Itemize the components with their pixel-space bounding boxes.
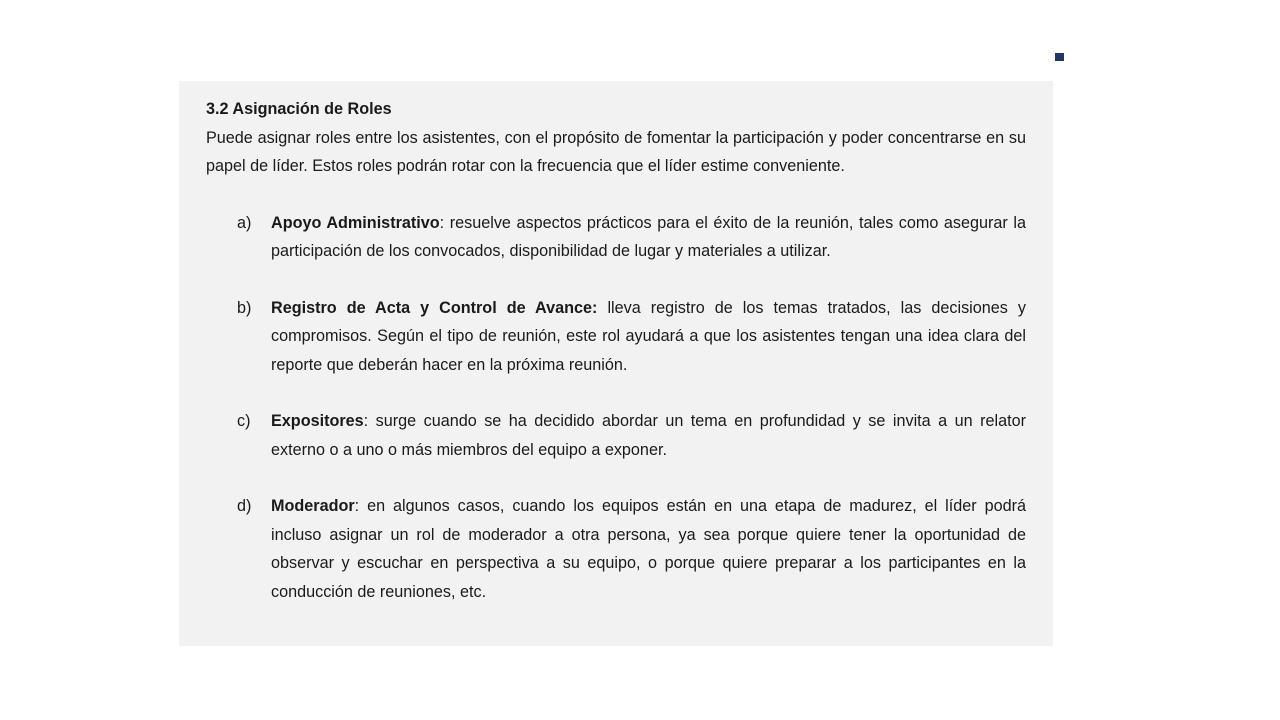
role-separator: : (363, 412, 369, 430)
role-item-expositores (206, 407, 1026, 464)
section-intro: Puede asignar roles entre los asistentes, con el propósito de fomentar la participación y poder concentrarse en su papel de líder. Estos roles podrán rotar con la frecuencia que el líder estime conveniente. (206, 128, 1026, 175)
role-text (271, 492, 1026, 606)
role-term: Moderador (271, 497, 355, 515)
list-marker: c) (237, 412, 251, 430)
content-panel (179, 81, 1053, 646)
role-term: Apoyo Administrativo (271, 213, 440, 232)
role-description: resuelve aspectos prácticos para el éxito de la reunión, tales como asegurar la participación de los convocados, disponibilidad de lugar y materiales a utilizar. (271, 213, 1026, 260)
list-marker: b) (237, 298, 252, 317)
role-description: en algunos casos, cuando los equipos están en una etapa de madurez, el líder podrá incluso asignar un rol de moderador a otra persona, ya sea porque quiere tener la oportunidad de observar y escuchar en perspectiva a su equipo, o porque quiere preparar a los participantes en la conducción de reuniones, etc. (271, 497, 1026, 601)
section-heading: 3.2 Asignación de Roles (206, 100, 392, 118)
role-item-registro-de-acta (206, 294, 1026, 380)
role-term: Expositores (271, 412, 364, 430)
role-text (271, 294, 1026, 380)
role-item-apoyo-administrativo (206, 209, 1026, 266)
role-item-moderador (206, 492, 1026, 606)
role-separator: : (354, 497, 360, 515)
role-text (271, 407, 1026, 464)
role-text (271, 209, 1026, 266)
list-marker: d) (237, 497, 252, 515)
accent-square-icon (1055, 53, 1064, 61)
list-marker: a) (237, 213, 252, 232)
roles-list (206, 209, 1026, 607)
role-description: surge cuando se ha decidido abordar un tema en profundidad y se invita a un relator externo o a uno o más miembros del equipo a exponer. (271, 412, 1026, 459)
role-separator: : (439, 213, 445, 232)
role-term: Registro de Acta y Control de Avance: (271, 298, 598, 317)
role-description: lleva registro de los temas tratados, las decisiones y compromisos. Según el tipo de reunión, este rol ayudará a que los asistentes tengan una idea clara del reporte que deberán hacer en la próxima reunión. (271, 298, 1026, 374)
